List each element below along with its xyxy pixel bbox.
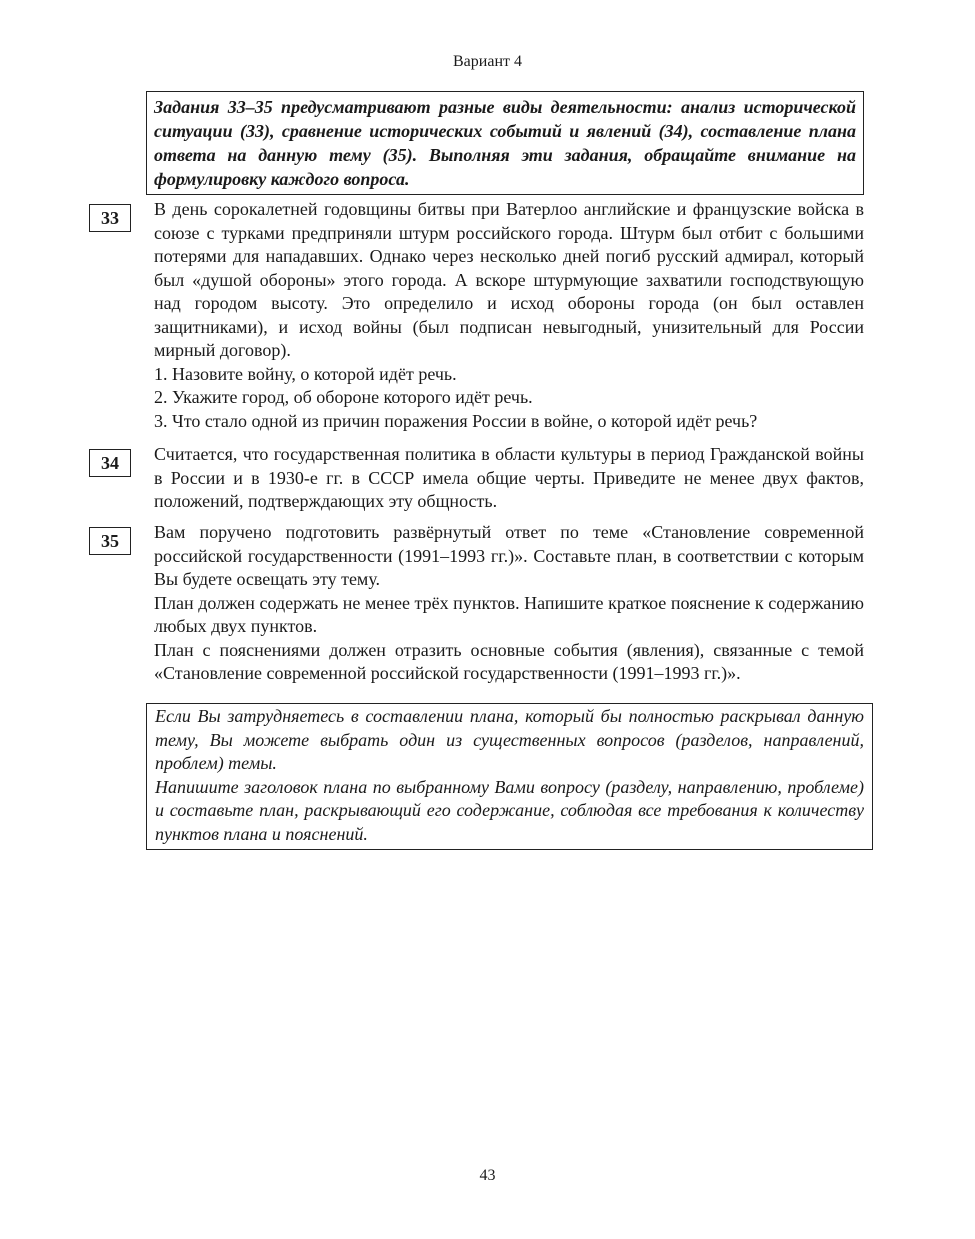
hint-paragraph: Если Вы затрудняетесь в составлении плана, который бы полностью раскрывал данную тему, Вы можете выбрать один из существенных вопросов (разделов, направлений, проблем) темы. <box>155 706 864 773</box>
task-body <box>154 443 864 514</box>
task-paragraph: Считается, что государственная политика в области культуры в период Гражданской войны в России и в 1930-е гг. в СССР имела общие черты. Приведите не менее двух фактов, положений, подтверждающих эту общность. <box>154 444 864 511</box>
task-number-badge: 34 <box>89 449 131 477</box>
task-question: 3. Что стало одной из причин поражения России в войне, о которой идёт речь? <box>154 410 758 431</box>
intro-instructions-text: Задания 33–35 предусматривают разные виды деятельности: анализ исторической ситуации (33), сравнение исторических событий и явлений (34), составление плана ответа на данную тему (35). Выполняя эти задания, обращайте внимание на формулировку каждого вопроса. <box>154 97 856 189</box>
task-paragraph: Вам поручено подготовить развёрнутый ответ по теме «Становление современной российской государственности (1991–1993 гг.)». Составьте план, в соответствии с которым Вы будете освещать эту тему. <box>154 522 864 589</box>
task-question: 1. Назовите войну, о которой идёт речь. <box>154 363 457 384</box>
task-body <box>154 198 864 433</box>
plan-hint-box <box>146 703 873 850</box>
task-number-badge: 33 <box>89 204 131 232</box>
task-paragraph: План с пояснениями должен отразить основные события (явления), связанные с темой «Становление современной российской государственности (1991–1993 гг.)». <box>154 639 864 683</box>
task-question: 2. Укажите город, об обороне которого идёт речь. <box>154 387 533 407</box>
task-number-badge: 35 <box>89 527 131 555</box>
task-paragraph: В день сорокалетней годовщины битвы при Ватерлоо английские и французские войска в союзе с турками предприняли штурм российского города. Штурм был отбит с большими потерями для нападавших. Однако через несколько дней погиб русский адмирал, который был «душой обороны» этого города. А вскоре штурмующие захватили господствующую над городом высоту. Это определило и исход обороны города (он был оставлен защитниками), и исход войны (был подписан невыгодный, унизительный для России мирный договор). <box>154 199 864 360</box>
intro-instructions-box <box>146 91 864 195</box>
page-header-variant: Вариант 4 <box>453 53 522 70</box>
hint-paragraph: Напишите заголовок плана по выбранному Вами вопросу (разделу, направлению, проблеме) и составьте план, раскрывающий его содержание, соблюдая все требования к количеству пунктов плана и пояснений. <box>155 776 864 844</box>
task-body <box>154 521 864 686</box>
task-paragraph: План должен содержать не менее трёх пунктов. Напишите краткое пояснение к содержанию любых двух пунктов. <box>154 592 864 636</box>
page-number: 43 <box>479 1167 496 1184</box>
